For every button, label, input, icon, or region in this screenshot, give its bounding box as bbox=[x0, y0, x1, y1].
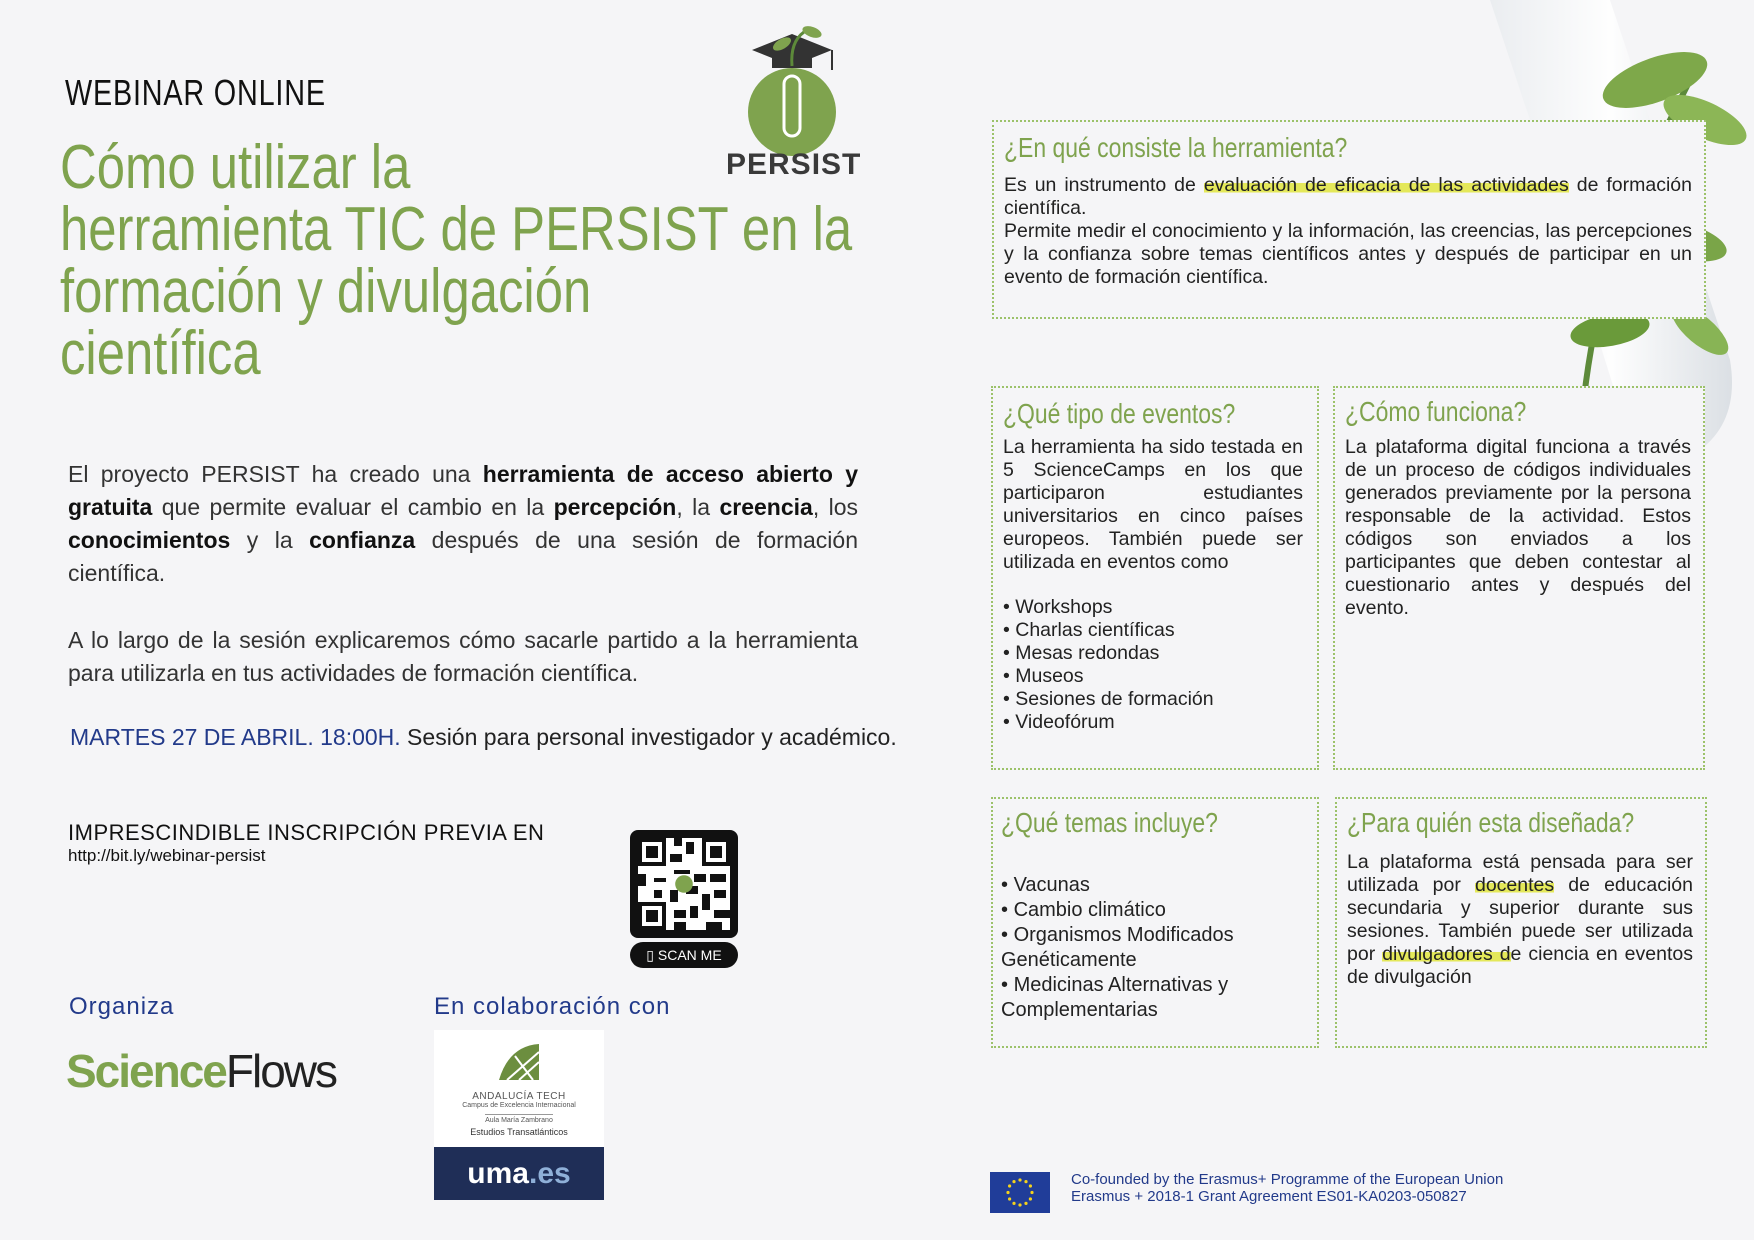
box-quien: ¿Para quién esta diseñada? La plataforma está pensada para ser utilizada por docentes de educación secundaria y superior durante sus sesiones. También puede ser utilizada por divulgadores de ciencia en eventos de divulgación bbox=[1335, 797, 1707, 1048]
list-item: • Organismos Modificados Genéticamente bbox=[1001, 923, 1305, 973]
list-item: • Vacunas bbox=[1001, 873, 1305, 898]
box-eventos-title: ¿Qué tipo de eventos? bbox=[1003, 398, 1236, 429]
list-item: • Mesas redondas bbox=[1003, 642, 1303, 665]
eu-flag-icon bbox=[990, 1172, 1050, 1213]
persist-logo-text: PERSIST bbox=[726, 148, 862, 181]
qr-code[interactable] bbox=[630, 830, 738, 938]
signup-link[interactable]: http://bit.ly/webinar-persist bbox=[68, 846, 266, 865]
box-funciona-title: ¿Cómo funciona? bbox=[1345, 396, 1527, 427]
intro-paragraph-1: El proyecto PERSIST ha creado una herramienta de acceso abierto y gratuita que permite evaluar el cambio en la percepción, la creencia, los conocimientos y la confianza después de una sesión de formación científica. bbox=[68, 461, 859, 586]
box-consiste: ¿En qué consiste la herramienta? Es un instrumento de evaluación de eficacia de las actividades de formación científica. Permite medir el conocimiento y la información, las creencias, las percepciones y la confianza sobre temas científicos antes y después de participar en un evento de formación científica. bbox=[992, 120, 1706, 319]
page-title: Cómo utilizar la herramienta TIC de PERSIST en la formación y divulgación científica bbox=[60, 133, 853, 388]
organiza-label: Organiza bbox=[69, 993, 175, 1020]
list-item: • Videofórum bbox=[1003, 711, 1303, 734]
box-eventos: ¿Qué tipo de eventos? La herramienta ha sido testada en 5 ScienceCamps en los que participaron estudiantes universitarios en cinco países europeos. También puede ser utilizada en eventos como • Workshops • Charlas científicas • Mesas redondas • Museos • Sesiones de formación • Videofórum bbox=[991, 386, 1319, 770]
uma-logo: ANDALUCÍA TECH Campus de Excelencia Internacional Aula María Zambrano Estudios Transatlánticos uma.es bbox=[434, 1030, 604, 1200]
box-temas bbox=[991, 797, 1319, 1048]
intro-paragraph-2: A lo largo de la sesión explicaremos cómo sacarle partido a la herramienta para utilizarla en tus actividades de formación científica. bbox=[68, 627, 858, 686]
list-item: • Workshops bbox=[1003, 596, 1303, 619]
list-item: • Museos bbox=[1003, 665, 1303, 688]
list-item: • Cambio climático bbox=[1001, 898, 1305, 923]
box-temas-title: ¿Qué temas incluye? bbox=[1001, 807, 1218, 838]
intro-text bbox=[68, 458, 858, 724]
erasmus-credit: Co-founded by the Erasmus+ Programme of the European Union Erasmus + 2018-1 Grant Agreement ES01-KA0203-050827 bbox=[1071, 1171, 1504, 1205]
list-item: • Sesiones de formación bbox=[1003, 688, 1303, 711]
phone-icon: ▯ bbox=[646, 947, 658, 963]
scienceflows-logo: ScienceFlows bbox=[66, 1045, 337, 1097]
box-funciona: ¿Cómo funciona? La plataforma digital funciona a través de un proceso de códigos individuales generados previamente por la persona responsable de la actividad. Estos códigos son enviados a los participantes que deben contestar al cuestionario antes y después del evento. bbox=[1333, 386, 1705, 770]
webinar-kicker: WEBINAR ONLINE bbox=[65, 72, 326, 113]
scan-me-badge: ▯ SCAN ME bbox=[630, 942, 738, 968]
colaboracion-label: En colaboración con bbox=[434, 993, 671, 1020]
session-desc: Sesión para personal investigador y académico. bbox=[400, 724, 897, 750]
session-date: MARTES 27 DE ABRIL. 18:00H. bbox=[70, 724, 401, 750]
andalucia-tech-icon bbox=[489, 1040, 549, 1086]
qr-pattern-icon bbox=[638, 838, 730, 930]
list-item: • Charlas científicas bbox=[1003, 619, 1303, 642]
box-quien-title: ¿Para quién esta diseñada? bbox=[1347, 807, 1635, 838]
session-schedule bbox=[70, 724, 897, 751]
topics-list bbox=[1001, 873, 1305, 1023]
list-item: • Medicinas Alternativas y Complementarias bbox=[1001, 973, 1305, 1023]
signup-label: IMPRESCINDIBLE INSCRIPCIÓN PREVIA EN bbox=[68, 820, 545, 845]
box-consiste-title: ¿En qué consiste la herramienta? bbox=[1004, 132, 1348, 163]
event-list bbox=[1003, 596, 1303, 734]
